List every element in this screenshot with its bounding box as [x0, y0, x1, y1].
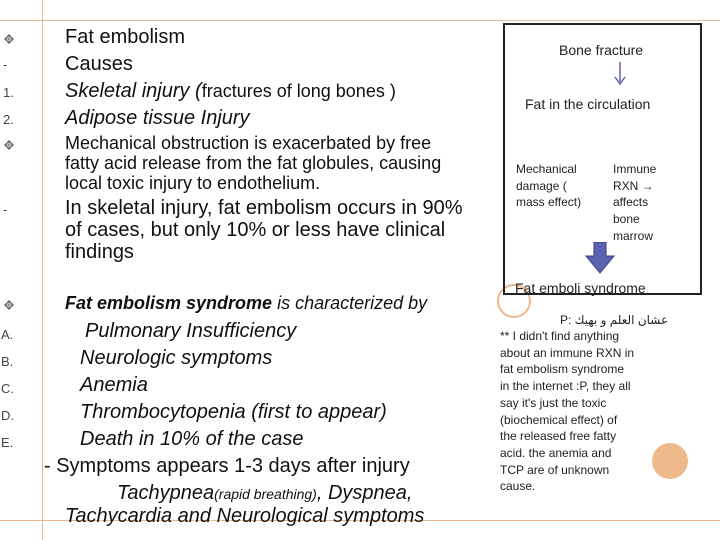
list-letter: A. [1, 327, 14, 342]
symptoms-line-2 [117, 482, 412, 505]
mechanism-line: local toxic injury to endothelium. [65, 173, 321, 193]
flow-immune-line: marrow [613, 228, 654, 243]
mechanism-line: fatty acid release from the fat globules, causing [65, 153, 442, 173]
flow-mechanical-damage [516, 161, 581, 211]
syndrome-intro [65, 293, 427, 314]
dash-marker: - [3, 202, 8, 217]
heading-fat-embolism: Fat embolism [65, 26, 186, 48]
note-line: TCP are of unknown [500, 462, 610, 477]
syndrome-item-text: Thrombocytopenia (first to appear) [80, 401, 387, 423]
flow-immune-line: bone [613, 212, 640, 227]
frame-left-line [42, 0, 43, 540]
note-line: about an immune RXN in [500, 345, 635, 360]
list-letter: C. [1, 381, 14, 396]
list-letter: E. [1, 435, 14, 450]
skeletal-line: of cases, but only 10% or less have clinical [65, 219, 446, 241]
list-number: 2. [3, 112, 14, 127]
flow-immune-line: RXN → [613, 178, 654, 193]
arrow-down-icon [612, 62, 628, 88]
list-letter: D. [1, 408, 14, 423]
cause-1-main: Skeletal injury ( [65, 80, 202, 102]
syndrome-intro-rest: is characterized by [272, 293, 428, 313]
skeletal-line: In skeletal injury, fat embolism occurs in 90% [65, 197, 463, 219]
frame-top-line [0, 20, 720, 21]
syndrome-item-text: Pulmonary Insufficiency [85, 320, 297, 342]
cause-1-paren: fractures of long bones ) [201, 81, 396, 101]
flow-fat-emboli-syndrome: Fat emboli syndrome [515, 280, 646, 296]
cause-2-text: Adipose tissue Injury [65, 107, 250, 129]
note-line: acid. the anemia and [500, 445, 612, 460]
dyspnea-text: , Dyspnea, [316, 482, 413, 504]
list-number: 1. [3, 85, 14, 100]
cause-1-text [65, 80, 396, 103]
mechanism-line: Mechanical obstruction is exacerbated by free [65, 133, 432, 153]
bullet-icon [4, 140, 14, 150]
note-line: say it's just the toxic [500, 395, 607, 410]
skeletal-line: findings [65, 241, 134, 263]
syndrome-item-text: Anemia [80, 374, 148, 396]
note-block [500, 328, 634, 495]
tachypnea-text: Tachypnea [117, 482, 215, 504]
flow-mechanical-line: Mechanical [516, 162, 577, 176]
flow-immune-line: Immune [613, 162, 657, 176]
bullet-icon [4, 300, 14, 310]
dash-marker: - [3, 57, 8, 72]
flow-fat-in-circulation: Fat in the circulation [525, 96, 651, 112]
note-line: the released free fatty [500, 429, 617, 444]
causes-label: Causes [65, 53, 133, 75]
syndrome-item-text: Death in 10% of the case [80, 428, 304, 450]
flow-mechanical-line: mass effect) [516, 195, 582, 210]
note-arabic: P: عشان العلم و بهيك [560, 313, 669, 327]
flow-mechanical-line: damage ( [516, 178, 567, 193]
tachypnea-note: (rapid breathing) [214, 486, 317, 502]
note-line: in the internet :P, they all [500, 379, 631, 394]
symptoms-line-3: Tachycardia and Neurological symptoms [65, 505, 425, 527]
arrow-down-thick-icon [585, 242, 615, 274]
flow-bone-fracture: Bone fracture [559, 42, 644, 58]
note-line: fat embolism syndrome [500, 362, 625, 377]
symptoms-line-1: - Symptoms appears 1-3 days after injury [44, 455, 410, 477]
note-line: ** I didn't find anything [500, 329, 620, 343]
flow-immune-rxn [613, 161, 656, 245]
list-letter: B. [1, 354, 14, 369]
syndrome-intro-bold: Fat embolism syndrome [65, 293, 273, 313]
decor-circle-right [651, 442, 689, 480]
flow-immune-line: affects [613, 195, 649, 210]
syndrome-item-text: Neurologic symptoms [80, 347, 273, 369]
bullet-icon [4, 34, 14, 44]
note-line: (biochemical effect) of [500, 412, 618, 427]
note-line: cause. [500, 479, 536, 494]
